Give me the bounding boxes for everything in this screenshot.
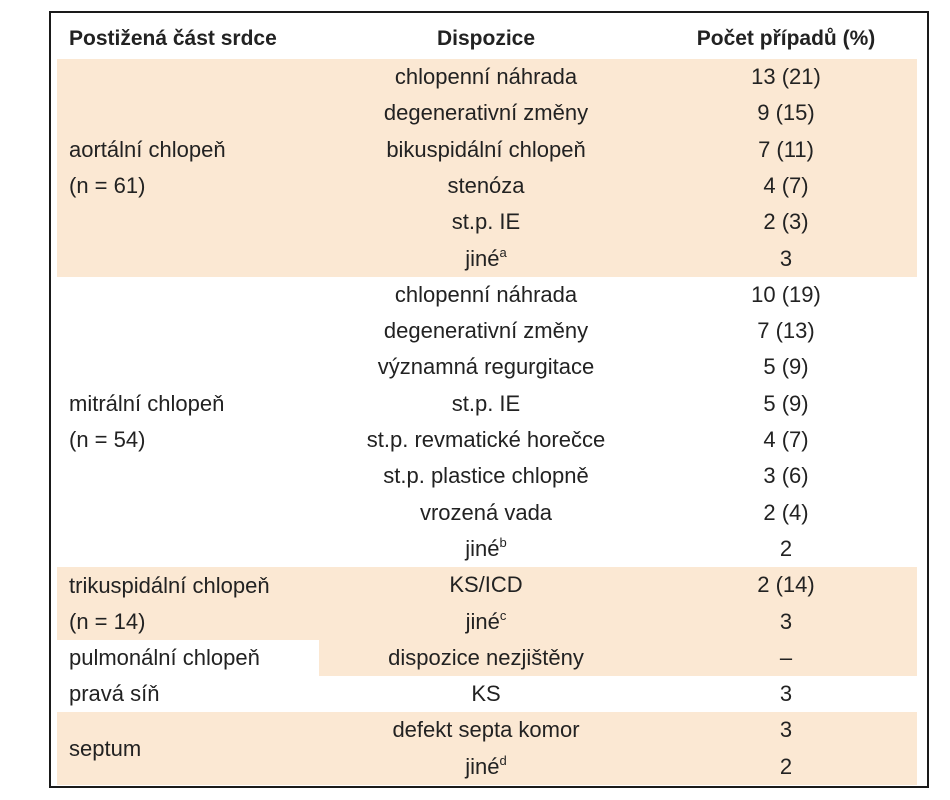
disposition-text: významná regurgitace <box>377 354 595 380</box>
disposition-text: defekt septa komor <box>392 717 580 743</box>
count-cell: 9 (15) <box>757 100 815 126</box>
group-part-label: aortální chlopeň <box>69 136 226 162</box>
disposition-cell <box>301 461 671 491</box>
group-part-label: septum <box>69 735 142 761</box>
footnote-marker: a <box>499 244 507 260</box>
header-part: Postižená část srdce <box>69 27 277 50</box>
count-cell: 2 <box>779 535 793 561</box>
count-cell: 7 (11) <box>758 136 814 162</box>
table-header-row <box>51 19 927 59</box>
count-cell: 2 (14) <box>757 572 815 598</box>
count-cell: 13 (21) <box>751 64 821 89</box>
footnote-marker: c <box>499 607 507 623</box>
disposition-text: st.p. IE <box>451 390 521 416</box>
disposition-text: KS/ICD <box>449 572 523 598</box>
disposition-cell <box>301 570 671 600</box>
disposition-cell <box>301 244 671 274</box>
count-cell: 10 (19) <box>751 281 821 307</box>
disposition-text: jiné <box>465 608 500 634</box>
count-cell: 2 (4) <box>763 499 809 525</box>
count-cell: 4 (7) <box>763 172 809 198</box>
disposition-cell <box>301 389 671 419</box>
footnote-marker: d <box>499 752 507 768</box>
count-cell: 2 (3) <box>763 209 809 235</box>
count-cell: 4 (7) <box>763 427 809 452</box>
count-cell: 2 <box>779 753 793 779</box>
group-n-label: (n = 61) <box>69 172 146 198</box>
group-part-label: pravá síň <box>69 681 160 707</box>
disposition-text: jiné <box>465 535 500 561</box>
disposition-text: st.p. IE <box>451 209 521 235</box>
disposition-text: vrozená vada <box>419 499 553 525</box>
disposition-cell <box>301 607 671 637</box>
disposition-text: jiné <box>465 753 500 779</box>
disposition-cell <box>301 207 671 237</box>
disposition-cell <box>301 98 671 128</box>
header-disposition: Dispozice <box>436 27 536 50</box>
disposition-text: chlopenní náhrada <box>394 281 578 307</box>
disposition-cell <box>301 643 671 673</box>
disposition-cell <box>301 316 671 346</box>
count-cell: 3 <box>779 681 793 707</box>
count-cell: 3 <box>779 717 793 743</box>
disposition-cell <box>301 752 671 782</box>
disposition-text: degenerativní změny <box>383 100 589 126</box>
group-n-label: (n = 54) <box>69 427 146 452</box>
disposition-text: st.p. plastice chlopně <box>383 463 589 489</box>
disposition-cell <box>301 679 671 709</box>
disposition-cell <box>301 62 671 92</box>
group-part-label: trikuspidální chlopeň <box>69 572 270 598</box>
group-part-label: mitrální chlopeň <box>69 391 225 416</box>
footnote-marker: b <box>499 534 507 550</box>
disposition-cell <box>301 135 671 165</box>
disposition-cell <box>301 425 671 455</box>
count-cell: – <box>779 644 793 670</box>
disposition-text: degenerativní změny <box>383 318 589 344</box>
count-cell: 5 (9) <box>763 390 809 416</box>
count-cell: 7 (13) <box>757 318 815 344</box>
count-cell: 3 <box>779 245 793 271</box>
count-cell: 5 (9) <box>763 354 809 380</box>
group-n-label: (n = 14) <box>69 608 146 634</box>
disposition-text: dispozice nezjištěny <box>388 644 584 670</box>
disposition-text: KS <box>471 681 501 707</box>
disposition-text: jiné <box>465 245 500 271</box>
disposition-cell <box>301 352 671 382</box>
disposition-cell <box>301 534 671 564</box>
data-table <box>49 11 929 788</box>
disposition-cell <box>301 171 671 201</box>
disposition-text: bikuspidální chlopeň <box>386 136 586 162</box>
header-count: Počet případů (%) <box>696 27 876 50</box>
disposition-cell <box>301 715 671 745</box>
count-cell: 3 <box>779 608 793 634</box>
disposition-cell <box>301 498 671 528</box>
disposition-text: stenóza <box>447 172 525 198</box>
group-part-label: pulmonální chlopeň <box>69 644 260 670</box>
disposition-cell <box>301 280 671 310</box>
count-cell: 3 (6) <box>763 463 809 489</box>
disposition-text: chlopenní náhrada <box>394 64 578 89</box>
disposition-text: st.p. revmatické horečce <box>366 427 606 452</box>
